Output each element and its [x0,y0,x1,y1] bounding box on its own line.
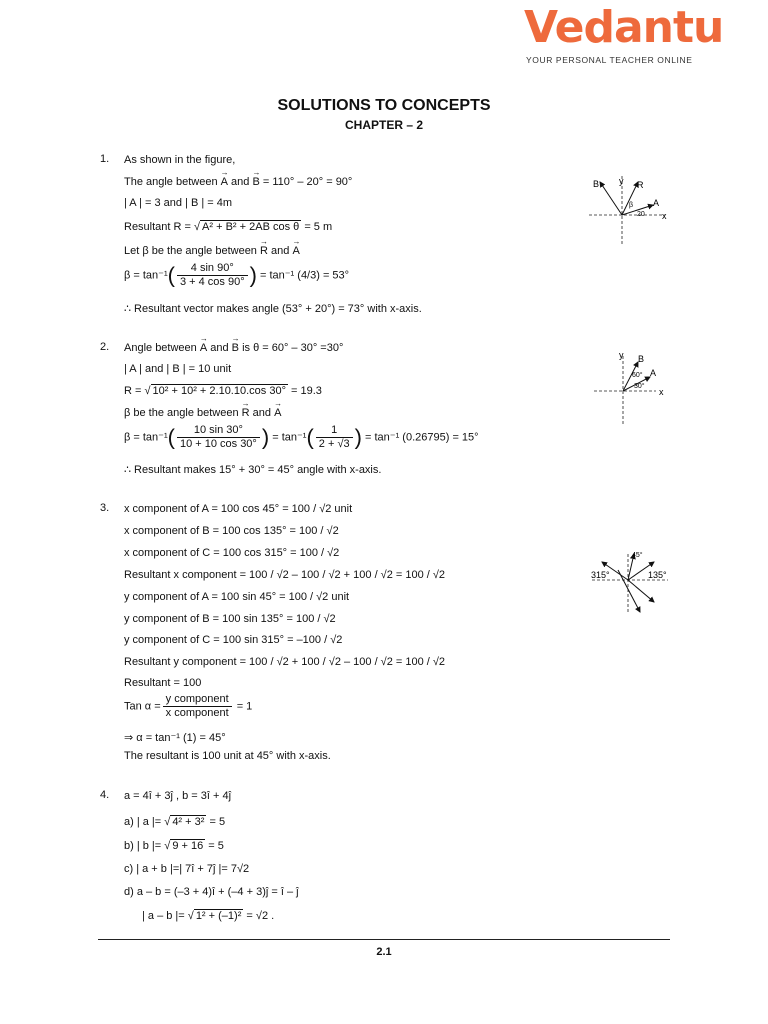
q3-line-2: x component of C = 100 cos 315° = 100 / √2 [124,547,340,559]
q1-line7: ∴ Resultant vector makes angle (53° + 20°) = 73° with x-axis. [124,303,422,315]
q1-line2: The angle between → A and → B = 110° – 20° = 90° [124,175,352,189]
q4-part-b: b) | b |= √ 9 + 16 = 5 [124,840,224,852]
q1-fig-label-b: B [593,179,600,189]
footer-rule [98,939,670,940]
q1-fig-label-r: R [637,180,644,190]
q2-vector-figure [590,348,680,428]
page-number: 2.1 [376,946,392,958]
q3-line-6: y component of C = 100 sin 315° = –100 / √2 [124,634,343,646]
q1-line4: Resultant R = √ A² + B² + 2AB cos θ = 5 m [124,221,333,233]
q2-fig-label-60: 60° [632,372,643,379]
q2-fig-label-a: A [650,368,657,378]
q4-given: a = 4î + 3ĵ , b = 3î + 4ĵ [124,790,232,802]
brand-tagline: YOUR PERSONAL TEACHER ONLINE [526,55,693,65]
q2-fig-label-y: y [619,350,624,360]
q1-line5: Let β be the angle between → R and → A [124,244,300,258]
q3-final: The resultant is 100 unit at 45° with x-axis. [124,750,331,762]
q1-line3: | A | = 3 and | B | = 4m [124,197,233,209]
q3-fig-label-315: 315° [591,570,610,580]
q3-fig-label-135: 135° [648,570,667,580]
q4-part-d-magnitude: | a – b |= √ 1² + (–1)² = √2 . [142,910,275,922]
q4-part-c: c) | a + b |=| 7î + 7ĵ |= 7√2 [124,863,250,875]
q3-line-1: x component of B = 100 cos 135° = 100 / √2 [124,525,339,537]
q4-part-a: a) | a |= √ 4² + 3² = 5 [124,816,226,828]
q3-vector-figure [588,548,680,620]
q1-line1: As shown in the figure, [124,154,236,166]
q2-line3: R = √ 10² + 10² + 2.10.10.cos 30° = 19.3 [124,385,322,397]
q1-number: 1. [100,153,110,165]
q3-line-8: Resultant = 100 [124,677,202,689]
q1-fig-label-beta: β [629,202,634,209]
brand-logo: Vedantu [524,2,724,53]
q1-line6: β = tan⁻¹( $\frac{4 \sin 90^\circ}{3 + 4 \cos 90^\circ}$ ) = tan⁻¹ (4/3) = 53° [124,262,350,288]
q3-line-4: y component of A = 100 sin 45° = 100 / √2 unit [124,591,350,603]
q2-line2: | A | and | B | = 10 unit [124,363,232,375]
q4-part-d: d) a – b = (–3 + 4)î + (–4 + 3)ĵ = î – ĵ [124,886,299,898]
q3-fig-label-45: 45° [632,552,643,559]
q3-line-5: y component of B = 100 sin 135° = 100 / √2 [124,613,336,625]
q1-vector-figure [585,172,675,252]
q1-fig-label-angle: 20 [637,211,645,218]
q3-line-0: x component of A = 100 cos 45° = 100 / √2 unit [124,503,353,515]
q3-number: 3. [100,502,110,514]
q2-fig-label-30: 30° [634,383,645,390]
q2-fig-label-b: B [638,354,645,364]
q1-vector-b [600,182,622,215]
q1-vector-r [622,182,638,215]
q3-alpha: ⇒ α = tan⁻¹ (1) = 45° [124,732,226,744]
chapter-heading: CHAPTER – 2 [344,118,424,132]
page-title: SOLUTIONS TO CONCEPTS [277,97,491,114]
q1-fig-label-x: x [662,211,667,221]
q2-line4: β be the angle between → R and → A [124,406,281,420]
q3-tan-alpha: Tan α = $\frac{\text{y component}}{\text{x component}}$ = 1 [124,693,253,719]
q2-line1: Angle between → A and → B is θ = 60° – 30° =30° [124,341,343,355]
q2-fig-label-x: x [659,387,664,397]
q4-number: 4. [100,789,110,801]
q3-line-7: Resultant y component = 100 / √2 + 100 / √2 – 100 / √2 = 100 / √2 [124,656,446,668]
q1-fig-label-a: A [653,198,660,208]
q2-line6: ∴ Resultant makes 15° + 30° = 45° angle with x-axis. [124,464,382,476]
q2-line5: β = tan⁻¹( $\frac{10 \sin 30^\circ}{10 + 10 \cos 30^\circ}$ ) = tan⁻¹( $\frac{1}{2 + √3}$ ) = tan⁻¹ (0.26795) = 15° [124,424,479,450]
q3-vector-c [628,580,654,602]
q3-line-3: Resultant x component = 100 / √2 – 100 / √2 + 100 / √2 = 100 / √2 [124,569,446,581]
q2-number: 2. [100,341,110,353]
q1-fig-label-y: y [619,176,624,186]
